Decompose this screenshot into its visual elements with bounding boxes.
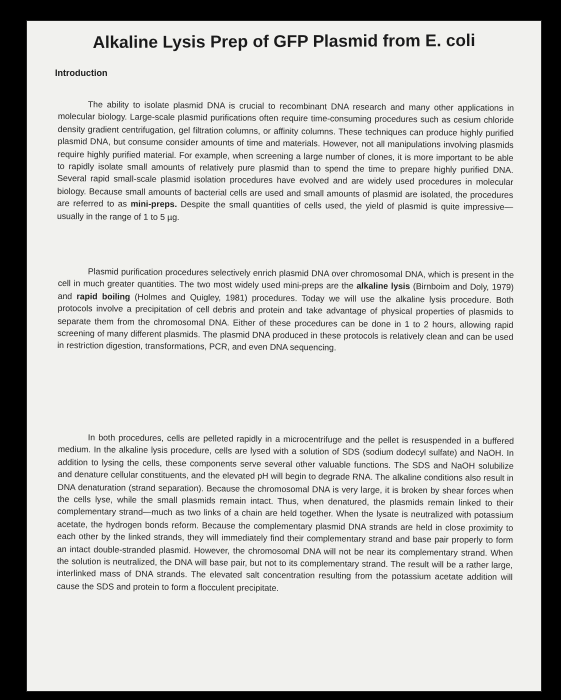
paragraph-2-text-c: (Holmes and Quigley, 1981) procedures. Today we will use the alkaline lysis procedure. Both protocols involve a precipitation of cell debris and protein and take advantage of physical properties of plasmids to separate them from the chromosomal DNA. Either of these procedures can be done in 1 to 2 hours, allowing rapid screening of many different plasmids. The plasmid DNA produced in these protocols is relatively clean and can be used in restriction digestion, transformations, PCR, and even DNA sequencing. <box>57 291 514 353</box>
mini-preps-term: mini-preps. <box>130 198 178 210</box>
section-heading: Introduction <box>55 68 108 78</box>
paragraph-1-end: Despite the small quantities of cells used, the yield of plasmid is quite impressive—usually in the range of 1 to 5 µg. <box>56 199 514 222</box>
document-title: Alkaline Lysis Prep of GFP Plasmid from E. coli <box>92 30 476 53</box>
document-page <box>26 20 542 692</box>
rapid-boiling-term: rapid boiling <box>76 290 131 302</box>
paragraph-2-text-b: (Birnboim and Doly, 1979) and <box>57 281 514 301</box>
paragraph-1-text: The ability to isolate plasmid DNA is crucial to recombinant DNA research and many other applications in molecular biology. Large-scale plasmid purifications often require time-consuming procedures such as cesium chloride density gradient centrifugation, gel filtration columns, or affinity columns. These techniques can produce highly purified plasmid DNA, but consume consider amounts of time and materials. However, not all manipulations involving plasmids require highly purified material. For example, when screening a large number of clones, it is more important to be able to rapidly isolate small amounts of relatively pure plasmid than to spend the time to prepare highly purified DNA. Several rapid small-scale plasmid isolation procedures have evolved and are widely used procedures in molecular biology. Because small amounts of bacterial cells are used and small amounts of plasmid are isolated, the procedures are referred to as <box>57 99 514 209</box>
paragraph-1 <box>57 98 514 226</box>
alkaline-lysis-term: alkaline lysis <box>356 281 411 292</box>
paragraph-3: In both procedures, cells are pelleted rapidly in a microcentrifuge and the pellet is resuspended in a buffered medium. In the alkaline lysis procedure, cells are lysed with a solution of SDS (sodium dodecyl sulfate) and NaOH. In addition to lysing the cells, these components serve several other valuable functions. The SDS and NaOH solubilize and denature cellular constituents, and the elevated pH will begin to degrade RNA. The alkaline conditions also result in DNA denaturation (strand separation). Because the chromosomal DNA is very large, it is broken by shear forces when the cells lyse, while the small plasmids remain intact. Thus, when denatured, the plasmids remain linked to their complementary strand—much as two links of a chain are held together. When the lysate is neutralized with potassium acetate, the hydrogen bonds reform. Because the complementary plasmid DNA strands are held in close proximity to each other by the linked strands, they will immediately find their complementary strand and base pair properly to form an intact double-stranded plasmid. However, the chromosomal DNA will not be near its complementary strand. When the solution is neutralized, the DNA will base pair, but not to its complementary strand. The result will be a rather large, interlinked mass of DNA strands. The elevated salt concentration resulting from the potassium acetate addition will cause the SDS and protein to form a flocculent precipitate. <box>56 432 514 593</box>
paragraph-2 <box>57 265 514 356</box>
paragraph-2-text-a: Plasmid purification procedures selectively enrich plasmid DNA over chromosomal DNA, which is present in the cell in much greater quantities. The two most widely used mini-preps are the <box>57 266 514 292</box>
